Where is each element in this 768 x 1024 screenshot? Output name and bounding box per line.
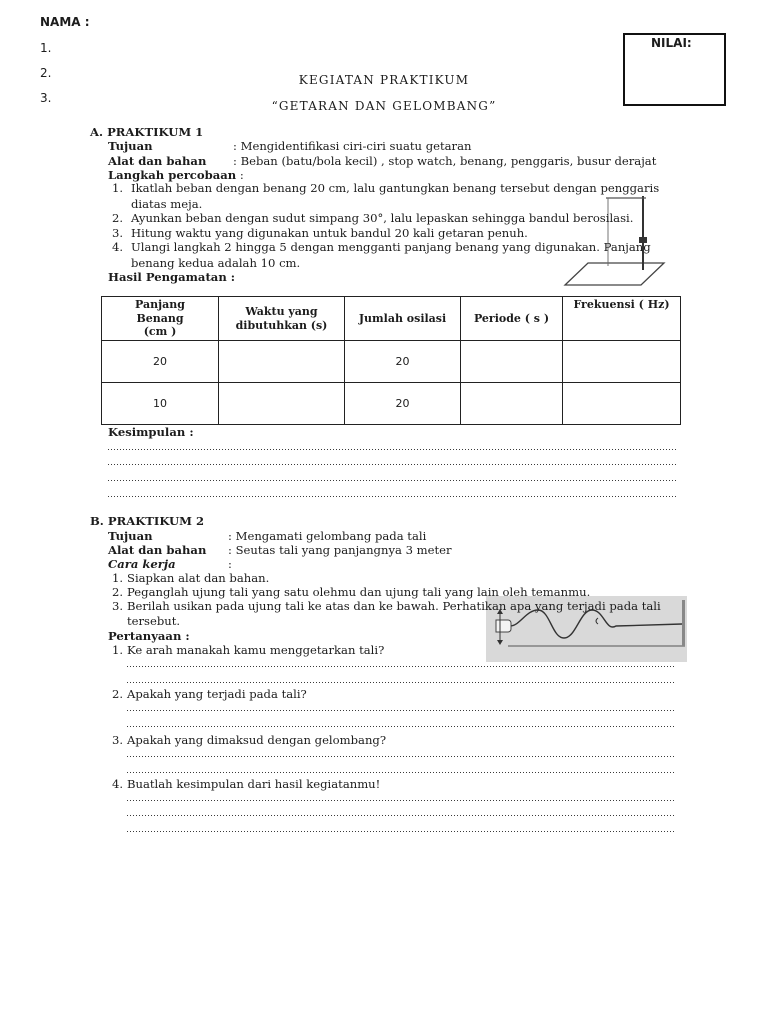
- cell-periode: [461, 341, 563, 383]
- member-number-3: 3.: [40, 91, 52, 105]
- pertanyaan-label: Pertanyaan :: [108, 629, 190, 643]
- kesimpulan-label: Kesimpulan :: [108, 425, 194, 439]
- step-text: Peganglah ujung tali yang satu olehmu dan ujung tali yang lain oleh temanmu.: [127, 585, 591, 599]
- step-text: Ikatlah beban dengan benang 20 cm, lalu gantungkan benang tersebut dengan penggaris: [131, 181, 660, 195]
- observation-table: [101, 296, 681, 425]
- step-text-continued: benang kedua adalah 10 cm.: [131, 256, 301, 270]
- member-number-1: 1.: [40, 41, 52, 55]
- header-line: Waktu yang: [245, 305, 318, 318]
- step-text: Berilah usikan pada ujung tali ke atas dan ke bawah. Perhatikan apa yang terjadi pada tali: [127, 599, 661, 613]
- answer-line: [127, 772, 675, 773]
- header-line: dibutuhkan (s): [235, 318, 328, 332]
- cell-waktu: [219, 383, 345, 425]
- cell-panjang: 10: [102, 383, 219, 425]
- step-number: 1.: [112, 571, 124, 585]
- question-text: Ke arah manakah kamu menggetarkan tali?: [127, 643, 385, 657]
- cell-frekuensi: [563, 383, 681, 425]
- step-text-continued: tersebut.: [127, 614, 181, 628]
- alat-label: Alat dan bahan: [108, 154, 207, 168]
- answer-line: [127, 800, 675, 801]
- member-number-2: 2.: [40, 66, 52, 80]
- answer-line: [127, 710, 675, 711]
- cell-osilasi: 20: [345, 383, 461, 425]
- step-text: Siapkan alat dan bahan.: [127, 571, 270, 585]
- cara-kerja-label: Cara kerja: [108, 557, 176, 571]
- step-number: 2.: [112, 211, 124, 225]
- header-line: (cm ): [143, 325, 177, 339]
- step-number: 4.: [112, 240, 124, 254]
- answer-line: [127, 815, 675, 816]
- wall: [682, 600, 685, 646]
- answer-line: [127, 726, 675, 727]
- answer-line: [108, 496, 676, 497]
- langkah-heading: [108, 168, 244, 182]
- answer-line: [108, 464, 676, 465]
- alat-value: : Beban (batu/bola kecil) , stop watch, benang, penggaris, busur derajat: [233, 154, 657, 168]
- tujuan-label: Tujuan: [108, 139, 153, 153]
- answer-line: [127, 682, 675, 683]
- header-panjang-benang: [102, 297, 219, 341]
- question-text: Buatlah kesimpulan dari hasil kegiatanmu!: [127, 777, 381, 791]
- worksheet-title: KEGIATAN PRAKTIKUM: [298, 73, 470, 87]
- step-number: 3.: [112, 599, 124, 613]
- cara-kerja-colon: :: [228, 557, 232, 571]
- worksheet-subtitle: “GETARAN DAN GELOMBANG”: [271, 99, 497, 113]
- langkah-colon: :: [239, 168, 244, 182]
- praktikum-2-heading: B. PRAKTIKUM 2: [90, 514, 205, 528]
- alat-value: : Seutas tali yang panjangnya 3 meter: [228, 543, 452, 557]
- table-header-row: [102, 297, 681, 341]
- alat-label: Alat dan bahan: [108, 543, 207, 557]
- tujuan-label: Tujuan: [108, 529, 153, 543]
- question-text: Apakah yang dimaksud dengan gelombang?: [127, 733, 387, 747]
- header-line: Benang: [136, 311, 184, 325]
- answer-line: [127, 666, 675, 667]
- step-text: Ulangi langkah 2 hingga 5 dengan mengganti panjang benang yang digunakan. Panjang: [131, 240, 651, 254]
- header-waktu: [219, 297, 345, 341]
- langkah-label: Langkah percobaan: [108, 168, 237, 182]
- header-line: Jumlah osilasi: [358, 311, 447, 325]
- cell-periode: [461, 383, 563, 425]
- tujuan-value: : Mengamati gelombang pada tali: [228, 529, 427, 543]
- table-row: [102, 341, 681, 383]
- table-row: [102, 383, 681, 425]
- step-number: 1.: [112, 181, 124, 195]
- header-line: Periode ( s ): [473, 311, 550, 325]
- praktikum-1-heading: A. PRAKTIKUM 1: [90, 125, 204, 139]
- question-text: Apakah yang terjadi pada tali?: [127, 687, 307, 701]
- header-periode: [461, 297, 563, 341]
- tujuan-value: : Mengidentifikasi ciri-ciri suatu getaran: [233, 139, 472, 153]
- score-label: NILAI:: [651, 36, 692, 50]
- hand-icon: [496, 620, 511, 632]
- answer-line: [127, 831, 675, 832]
- answer-line: [127, 756, 675, 757]
- header-line: Panjang: [135, 298, 185, 312]
- cell-panjang: 20: [102, 341, 219, 383]
- question-number: 3.: [112, 733, 124, 747]
- answer-line: [108, 449, 676, 450]
- cell-frekuensi: [563, 341, 681, 383]
- header-line: Frekuensi ( Hz): [573, 298, 670, 311]
- header-jumlah-osilasi: [345, 297, 461, 341]
- cell-osilasi: 20: [345, 341, 461, 383]
- step-number: 2.: [112, 585, 124, 599]
- cell-waktu: [219, 341, 345, 383]
- pendulum-base: [565, 263, 664, 285]
- step-text: Hitung waktu yang digunakan untuk bandul 20 kali getaran penuh.: [131, 226, 528, 240]
- answer-line: [108, 480, 676, 481]
- step-text: Ayunkan beban dengan sudut simpang 30°, lalu lepaskan sehingga bandul berosilasi.: [131, 211, 634, 225]
- header-frekuensi: [563, 297, 681, 341]
- step-number: 3.: [112, 226, 124, 240]
- question-number: 1.: [112, 643, 124, 657]
- question-number: 4.: [112, 777, 124, 791]
- step-text-continued: diatas meja.: [131, 197, 203, 211]
- hasil-pengamatan-label: Hasil Pengamatan :: [108, 270, 236, 284]
- question-number: 2.: [112, 687, 124, 701]
- name-label: NAMA :: [40, 15, 90, 29]
